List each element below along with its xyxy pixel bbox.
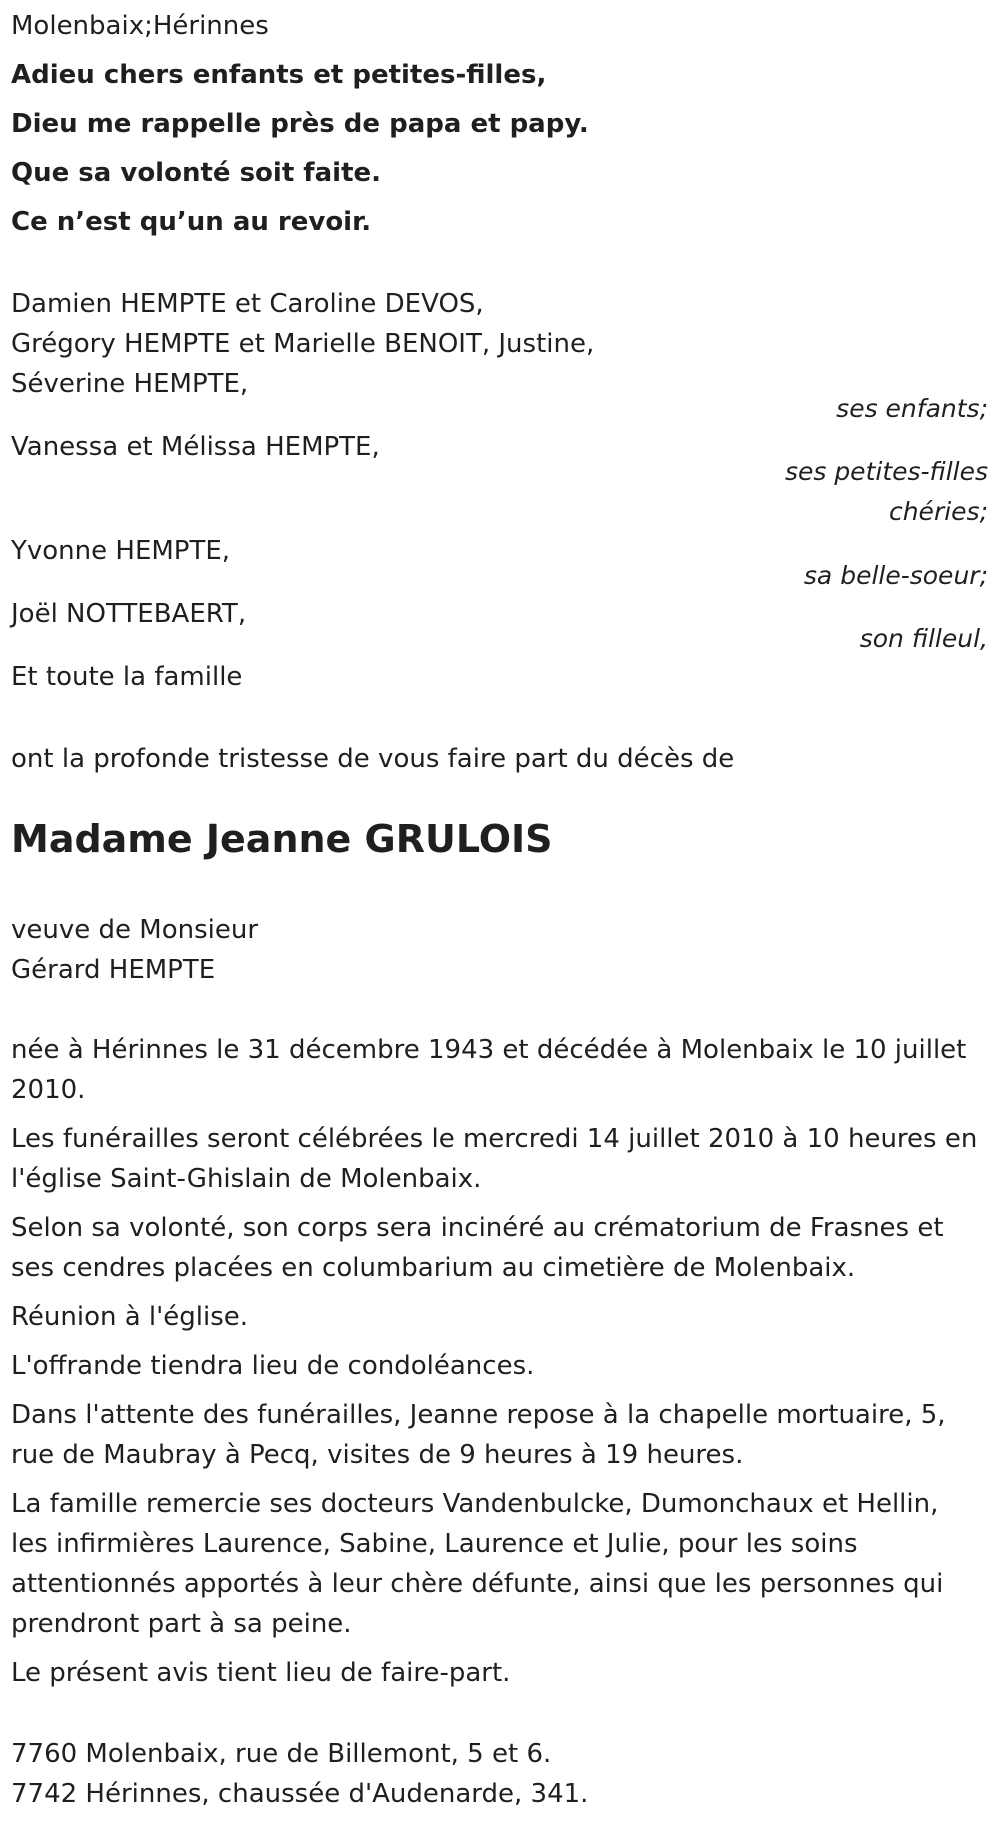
body-line: née à Hérinnes le 31 décembre 1943 et décédée à Molenbaix le 10 juillet	[11, 1035, 967, 1065]
body-line: L'offrande tiendra lieu de condoléances.	[11, 1351, 535, 1381]
family-children-line: Grégory HEMPTE et Marielle BENOIT, Justine,	[11, 329, 595, 359]
poem-line: Que sa volonté soit faite.	[11, 158, 382, 188]
body-line: ses cendres placées en columbarium au cimetière de Molenbaix.	[11, 1253, 856, 1283]
body-line: Les funérailles seront célébrées le mercredi 14 juillet 2010 à 10 heures en	[11, 1124, 978, 1154]
poem-line: Adieu chers enfants et petites-filles,	[11, 60, 547, 90]
body-line: La famille remercie ses docteurs Vandenbulcke, Dumonchaux et Hellin,	[11, 1489, 939, 1519]
poem-line: Ce n’est qu’un au revoir.	[11, 207, 372, 237]
address-line: 7742 Hérinnes, chaussée d'Audenarde, 341.	[11, 1779, 589, 1809]
announcement: ont la profonde tristesse de vous faire part du décès de	[11, 744, 735, 774]
body-line: Selon sa volonté, son corps sera incinéré au crématorium de Frasnes et	[11, 1213, 944, 1243]
widow-line: Gérard HEMPTE	[11, 955, 216, 985]
family-granddaughters: Vanessa et Mélissa HEMPTE,	[11, 432, 380, 462]
body-line: Le présent avis tient lieu de faire-part.	[11, 1658, 511, 1688]
body-line: rue de Maubray à Pecq, visites de 9 heures à 19 heures.	[11, 1440, 744, 1470]
location-header: Molenbaix;Hérinnes	[11, 11, 269, 41]
relation-granddaughters-cont: chéries;	[888, 497, 988, 526]
body-line: prendront part à sa peine.	[11, 1609, 352, 1639]
body-line: l'église Saint-Ghislain de Molenbaix.	[11, 1164, 482, 1194]
relation-godson: son filleul,	[859, 624, 988, 653]
relation-sister-in-law: sa belle-soeur;	[803, 561, 988, 590]
family-others: Et toute la famille	[11, 662, 243, 692]
body-line: Dans l'attente des funérailles, Jeanne repose à la chapelle mortuaire, 5,	[11, 1400, 946, 1430]
family-children-line: Damien HEMPTE et Caroline DEVOS,	[11, 289, 484, 319]
address-line: 7760 Molenbaix, rue de Billemont, 5 et 6.	[11, 1739, 552, 1769]
body-line: attentionnés apportés à leur chère défunte, ainsi que les personnes qui	[11, 1569, 944, 1599]
body-line: les infirmières Laurence, Sabine, Laurence et Julie, pour les soins	[11, 1529, 858, 1559]
deceased-name: Madame Jeanne GRULOIS	[11, 817, 553, 861]
body-line: Réunion à l'église.	[11, 1302, 249, 1332]
relation-granddaughters: ses petites-filles	[784, 457, 988, 486]
body-line: 2010.	[11, 1075, 86, 1105]
family-godson: Joël NOTTEBAERT,	[11, 599, 247, 629]
family-sister-in-law: Yvonne HEMPTE,	[11, 536, 231, 566]
family-children-line: Séverine HEMPTE,	[11, 369, 249, 399]
poem-line: Dieu me rappelle près de papa et papy.	[11, 109, 589, 139]
widow-line: veuve de Monsieur	[11, 915, 259, 945]
relation-children: ses enfants;	[836, 394, 988, 423]
